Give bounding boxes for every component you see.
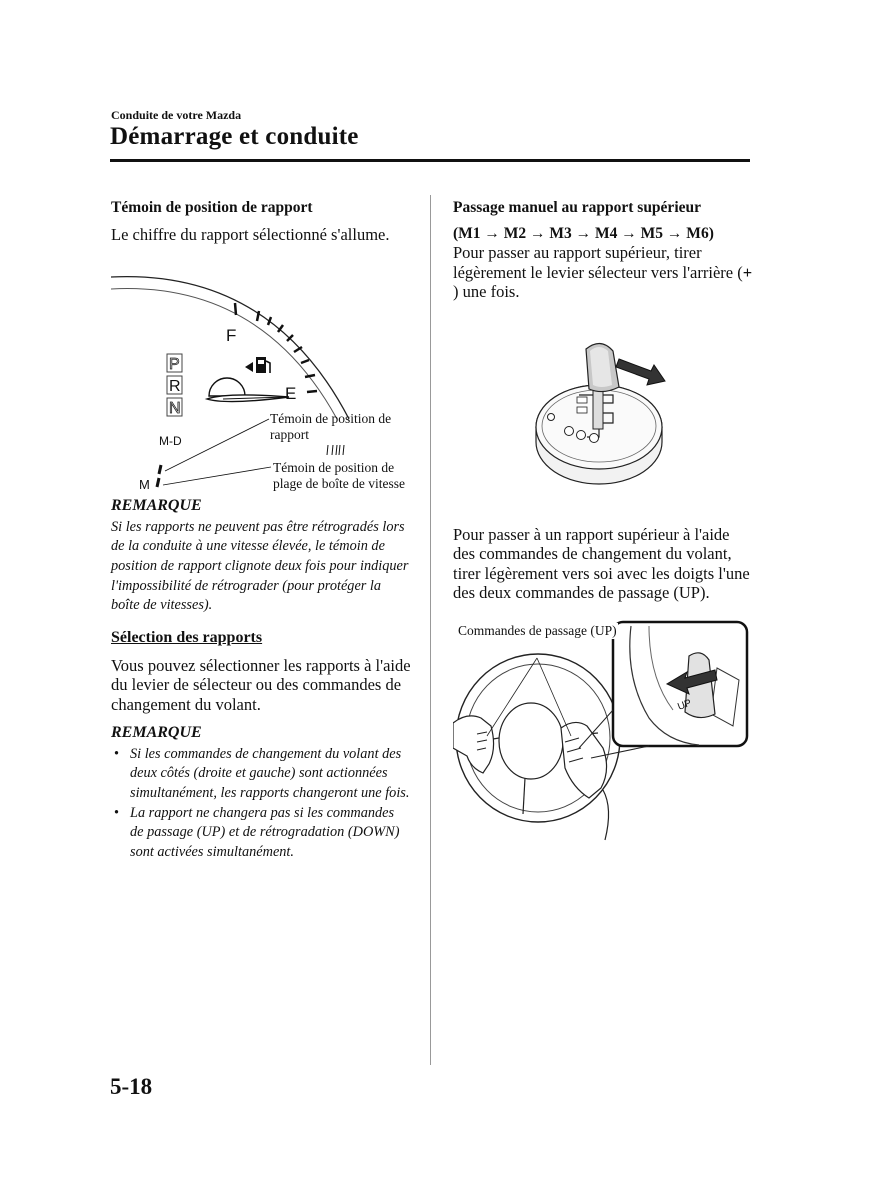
gear-selection-text: Vous pouvez sélectionner les rapports à l'aide du levier de sélecteur ou des commandes de changement du volant. [111,655,411,714]
m-label: M [139,477,150,489]
gauge-figure [111,249,411,489]
callout-2-leader [163,467,271,485]
title-rule [110,159,750,162]
gear-letter-r: R [169,378,181,395]
gear-letter-n: N [169,400,181,417]
right-column [453,198,753,848]
fuel-empty-label: E [285,384,297,403]
page-title: Démarrage et conduite [110,123,359,150]
plus-symbol: + [742,262,753,282]
remark-2-title: REMARQUE [111,724,202,742]
gear-position-callout: Témoin de position de rapport [270,411,392,442]
paddle-instruction: Pour passer à un rapport supérieur à l'aide des commandes de changement du volant, tirer légèrement vers soi avec les doigts l'une des deux commandes de passage (UP). [453,524,750,602]
range-position-callout: Témoin de position de plage de boîte de vitesse [273,460,405,491]
left-column [111,198,411,863]
md-marker [159,465,161,474]
lever-instruction-text: Pour passer au rapport supérieur, tirer légèrement le levier sélecteur vers l'arrière ( [453,243,743,282]
shift-lever-illustration [453,337,753,492]
steering-wheel-figure [453,618,753,848]
shift-lever-figure [453,337,753,492]
steering-wheel-illustration [453,618,753,848]
gear-indicator-intro: Le chiffre du rapport sélectionné s'allume. [111,224,390,244]
fuel-pump-icon [245,357,270,373]
paddle-callout: Commandes de passage (UP) [458,622,617,638]
page-number: 5-18 [110,1074,153,1099]
lever-instruction [453,243,753,302]
gear-letters [167,354,182,417]
gear-selection-heading: Sélection des rapports [111,629,263,647]
section-label: Conduite de votre Mazda [111,108,242,122]
remark-2-list [111,745,411,863]
paddle-up-label: UP [676,697,694,713]
lever-instruction-end: ) une fois. [453,282,520,301]
gauge-needle [207,378,289,402]
gear-indicator-heading: Témoin de position de rapport [111,199,313,216]
remark-1-text: Si les rapports ne peuvent pas être rétrogradés lors de la conduite à une vitesse élevée, le témoin de position de rapport clignote deux fois pour indiquer l'impossibilité de rétrograder (pour protéger la boîte de vitesses). [111,518,409,614]
md-label: M-D [159,434,182,448]
column-divider [430,195,431,1065]
gear-number-marks [327,445,344,455]
manual-upshift-heading: Passage manuel au rapport supérieur [453,199,701,216]
remark-1-title: REMARQUE [111,497,202,514]
remark-2-bullet-2: • La rapport ne changera pas si les commandes de passage (UP) et de rétrogradation (DOWN) sont activées simultanément. [111,804,411,863]
gear-sequence: (M1 → M2 → M3 → M4 → M5 → M6) [453,224,714,242]
gauge-illustration [111,249,411,489]
fuel-full-label: F [226,326,237,345]
remark-2-bullet-1: • Si les commandes de changement du volant des deux côtés (droite et gauche) sont actionnées simultanément, les rapports changeront une fois. [111,745,411,804]
m-marker [157,478,159,487]
gear-letter-p: P [169,356,180,373]
